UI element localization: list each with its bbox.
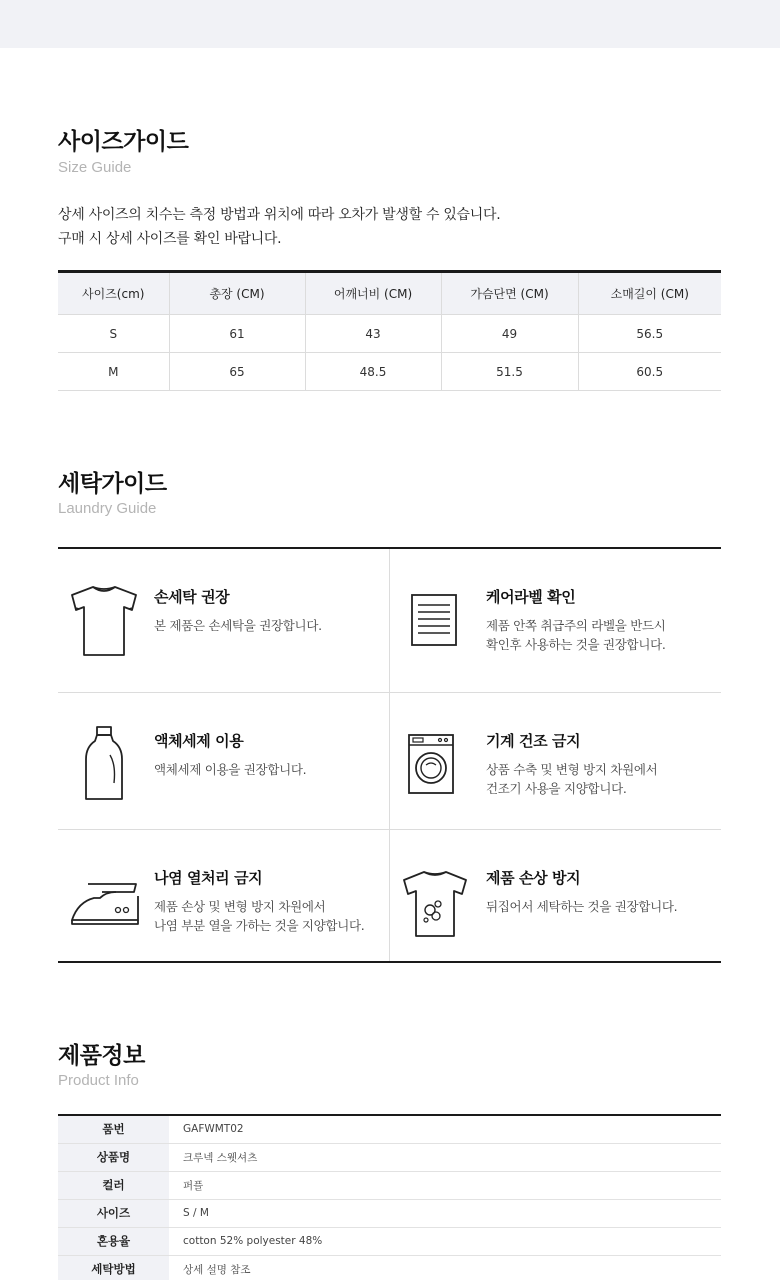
laundry-guide-grid bbox=[58, 547, 721, 963]
laundry-item bbox=[390, 549, 721, 687]
size-guide-desc-line1: 상세 사이즈의 치수는 측정 방법과 위치에 따라 오차가 발생할 수 있습니다. bbox=[58, 207, 501, 223]
size-cell: 61 bbox=[169, 315, 305, 353]
laundry-item bbox=[390, 830, 721, 968]
info-label: 세탁방법 bbox=[58, 1255, 169, 1280]
inside-out-shirt-icon bbox=[398, 858, 474, 942]
table-row bbox=[58, 1227, 721, 1255]
size-cell: 49 bbox=[441, 315, 578, 353]
size-table-header: 사이즈(cm) bbox=[58, 272, 169, 315]
table-row bbox=[58, 1171, 721, 1199]
info-value: 퍼플 bbox=[169, 1171, 721, 1199]
laundry-item-desc: 액체세제 이용을 권장합니다. bbox=[154, 762, 307, 777]
iron-icon bbox=[66, 858, 142, 942]
laundry-item bbox=[58, 693, 389, 831]
size-guide-title: 사이즈가이드 bbox=[58, 129, 189, 155]
size-table-header: 가슴단면 (CM) bbox=[441, 272, 578, 315]
table-row bbox=[58, 1199, 721, 1227]
size-guide-description bbox=[58, 203, 500, 251]
info-label: 품번 bbox=[58, 1115, 169, 1143]
table-row bbox=[58, 1143, 721, 1171]
size-cell: 65 bbox=[169, 353, 305, 391]
size-guide-desc-line2: 구매 시 상세 사이즈를 확인 바랍니다. bbox=[58, 231, 282, 247]
size-table bbox=[58, 270, 721, 391]
size-cell: S bbox=[58, 315, 169, 353]
info-label: 컬러 bbox=[58, 1171, 169, 1199]
product-info-subtitle: Product Info bbox=[58, 1072, 139, 1089]
size-cell: 56.5 bbox=[578, 315, 721, 353]
table-row bbox=[58, 315, 721, 353]
product-info-table bbox=[58, 1114, 721, 1280]
laundry-item-title: 액체세제 이용 bbox=[154, 732, 244, 750]
laundry-item bbox=[58, 549, 389, 687]
laundry-item bbox=[390, 693, 721, 831]
laundry-item-desc: 본 제품은 손세탁을 권장합니다. bbox=[154, 618, 322, 633]
product-info-title: 제품정보 bbox=[58, 1043, 145, 1069]
dryer-icon bbox=[398, 721, 474, 805]
tshirt-icon bbox=[66, 577, 142, 661]
laundry-item-desc: 상품 수축 및 변형 방지 차원에서 건조기 사용을 지양합니다. bbox=[486, 762, 658, 796]
laundry-item-title: 제품 손상 방지 bbox=[486, 869, 581, 887]
size-table-header: 총장 (CM) bbox=[169, 272, 305, 315]
info-label: 혼용율 bbox=[58, 1227, 169, 1255]
size-table-header-row bbox=[58, 272, 721, 315]
laundry-item-title: 손세탁 권장 bbox=[154, 588, 230, 606]
laundry-item-desc: 제품 안쪽 취급주의 라벨을 반드시 확인후 사용하는 것을 권장합니다. bbox=[486, 618, 666, 652]
laundry-item-title: 나염 열처리 금지 bbox=[154, 869, 263, 887]
table-row bbox=[58, 353, 721, 391]
laundry-item-title: 기계 건조 금지 bbox=[486, 732, 581, 750]
laundry-guide-subtitle: Laundry Guide bbox=[58, 500, 157, 517]
size-table-header: 어깨너비 (CM) bbox=[305, 272, 441, 315]
detergent-bottle-icon bbox=[66, 721, 142, 805]
info-value: 상세 설명 참조 bbox=[169, 1255, 721, 1280]
size-cell: 48.5 bbox=[305, 353, 441, 391]
size-cell: 43 bbox=[305, 315, 441, 353]
table-row bbox=[58, 1115, 721, 1143]
top-band bbox=[0, 0, 780, 48]
size-guide-subtitle: Size Guide bbox=[58, 159, 132, 176]
size-cell: 51.5 bbox=[441, 353, 578, 391]
info-value: S / M bbox=[169, 1199, 721, 1227]
info-label: 상품명 bbox=[58, 1143, 169, 1171]
care-label-icon bbox=[398, 577, 474, 661]
laundry-item-title: 케어라벨 확인 bbox=[486, 588, 576, 606]
laundry-item-desc: 제품 손상 및 변형 방지 차원에서 나염 부분 열을 가하는 것을 지양합니다. bbox=[154, 899, 365, 933]
table-row bbox=[58, 1255, 721, 1280]
laundry-guide-title: 세탁가이드 bbox=[58, 471, 167, 497]
laundry-item-desc: 뒤집어서 세탁하는 것을 권장합니다. bbox=[486, 899, 678, 914]
info-value: cotton 52% polyester 48% bbox=[169, 1227, 721, 1255]
info-value: GAFWMT02 bbox=[169, 1115, 721, 1143]
size-cell: 60.5 bbox=[578, 353, 721, 391]
size-table-header: 소매길이 (CM) bbox=[578, 272, 721, 315]
info-value: 크루넥 스웻셔츠 bbox=[169, 1143, 721, 1171]
size-cell: M bbox=[58, 353, 169, 391]
info-label: 사이즈 bbox=[58, 1199, 169, 1227]
laundry-item bbox=[58, 830, 389, 968]
